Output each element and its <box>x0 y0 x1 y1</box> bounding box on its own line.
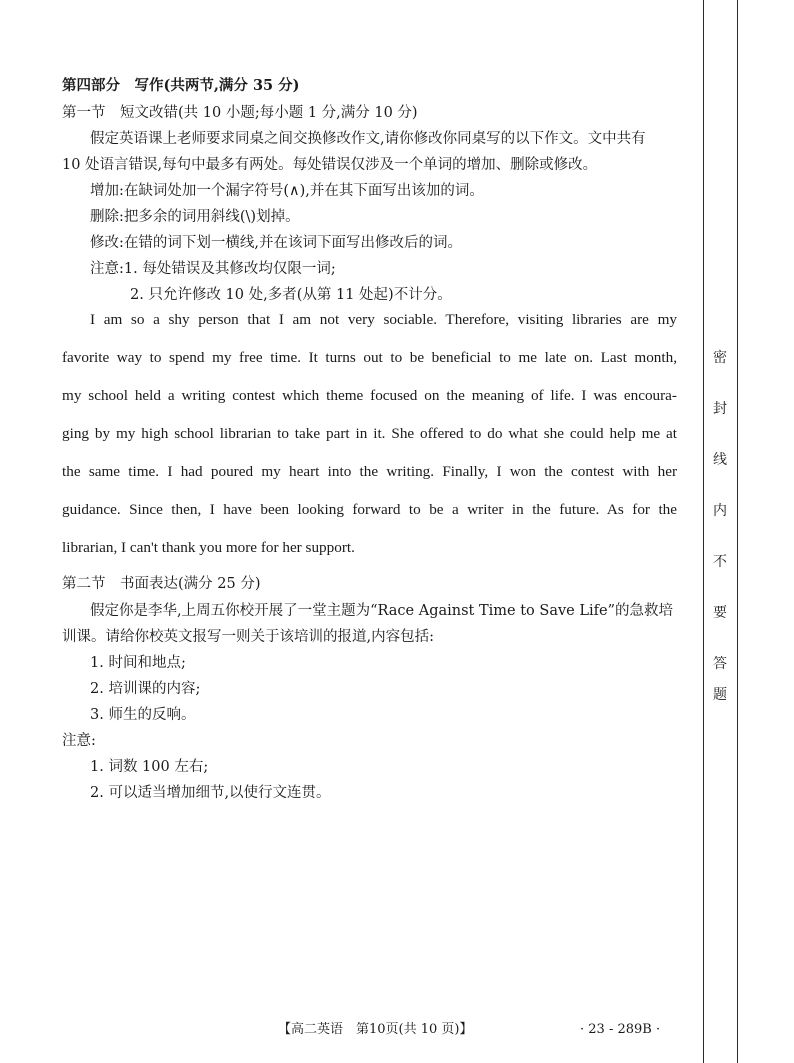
prompt-line: 假定你是李华,上周五你校开展了一堂主题为“Race Against Time to Save Life”的急救培 <box>90 603 673 619</box>
seal-char: 要 <box>713 605 727 621</box>
essay-line: I am so a shy person that I am not very sociable. Therefore, visiting libraries are my <box>90 311 677 328</box>
seal-char: 答 <box>713 656 727 672</box>
part-heading: 第四部分 写作(共两节,满分 35 分) <box>62 77 300 94</box>
note-item: 2. 可以适当增加细节,以使行文连贯。 <box>90 785 331 801</box>
prompt-line: 训课。请给你校英文报写一则关于该培训的报道,内容包括: <box>62 629 434 645</box>
instruction-modify: 修改:在错的词下划一横线,并在该词下面写出修改后的词。 <box>90 235 462 251</box>
section1-heading: 第一节 短文改错(共 10 小题;每小题 1 分,满分 10 分) <box>62 105 418 121</box>
instruction-note-1: 注意:1. 每处错误及其修改均仅限一词; <box>90 261 336 277</box>
seal-text <box>705 0 735 1063</box>
paper-code: · 23 - 289B · <box>580 1022 661 1037</box>
instruction-note-2: 2. 只允许修改 10 处,多者(从第 11 处起)不计分。 <box>130 287 452 303</box>
seal-char: 密 <box>713 350 727 366</box>
content-point: 2. 培训课的内容; <box>90 681 201 697</box>
instruction-delete: 删除:把多余的词用斜线(\)划掉。 <box>90 209 300 225</box>
essay-line: my school held a writing contest which theme focused on the meaning of life. I was encoura- <box>62 387 677 404</box>
essay-line: the same time. I had poured my heart into the writing. Finally, I won the contest with her <box>62 463 677 480</box>
seal-char: 线 <box>713 452 727 468</box>
essay-line: guidance. Since then, I have been looking forward to be a writer in the future. As for the <box>62 501 677 518</box>
content-point: 1. 时间和地点; <box>90 655 186 671</box>
essay-line: librarian, I can't thank you more for her support. <box>62 539 355 556</box>
seal-char: 题 <box>713 687 727 703</box>
section2-heading: 第二节 书面表达(满分 25 分) <box>62 576 261 592</box>
seal-char: 封 <box>713 401 727 417</box>
essay-line: ging by my high school librarian to take part in it. She offered to do what she could help me at <box>62 425 677 442</box>
instruction-add: 增加:在缺词处加一个漏字符号(∧),并在其下面写出该加的词。 <box>90 183 484 199</box>
instruction-line: 10 处语言错误,每句中最多有两处。每处错误仅涉及一个单词的增加、删除或修改。 <box>62 157 598 173</box>
content-point: 3. 师生的反响。 <box>90 707 196 723</box>
essay-line: favorite way to spend my free time. It turns out to be beneficial to me late on. Last month, <box>62 349 677 366</box>
page-footer: 【高二英语 第10页(共 10 页)】 <box>278 1022 473 1037</box>
notes-label: 注意: <box>62 733 96 749</box>
instruction-line: 假定英语课上老师要求同桌之间交换修改作文,请你修改你同桌写的以下作文。文中共有 <box>90 131 646 147</box>
seal-line-right <box>737 0 738 1063</box>
seal-char: 内 <box>713 503 727 519</box>
note-item: 1. 词数 100 左右; <box>90 759 209 775</box>
seal-line-left <box>703 0 704 1063</box>
seal-char: 不 <box>713 554 727 570</box>
